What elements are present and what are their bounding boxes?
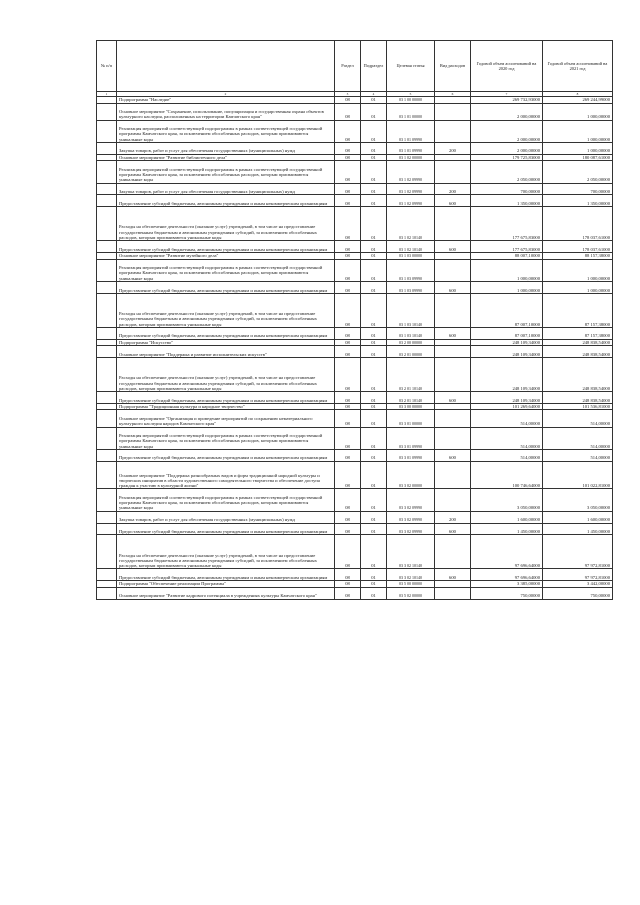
num-cell	[97, 569, 117, 581]
csr-cell: 03 2 01 00000	[387, 346, 435, 358]
razdel-cell: 08	[335, 449, 361, 461]
vr-cell	[435, 259, 471, 281]
col-number: 3	[335, 92, 361, 97]
name-cell: Предоставление субсидий бюджетным, автономным учреждениям и иным некоммерческим организациям	[117, 195, 335, 207]
csr-cell: 03 1 02 09990	[387, 161, 435, 183]
name-cell: Расходы на обеспечение деятельности (оказание услуг) учреждений, в том числе на предоставление государственным бюджетным и автономным учреждениям субсидий, за исключением обособленных расходов, которым присваиваются уникальные коды	[117, 358, 335, 392]
vr-cell	[435, 587, 471, 599]
podrazdel-cell: 01	[361, 142, 387, 154]
table-row	[97, 259, 613, 281]
table-row	[97, 511, 613, 523]
num-cell	[97, 358, 117, 392]
table-row	[97, 282, 613, 294]
budget-table-sheet	[96, 40, 612, 600]
razdel-cell: 08	[335, 97, 361, 104]
amount-2021-cell: 1 600,00000	[543, 511, 613, 523]
amount-2021-cell: 101 536,81000	[543, 403, 613, 410]
header-num: № п/п	[97, 41, 117, 92]
name-cell: Основное мероприятие "Развитие музейного дела"	[117, 253, 335, 260]
razdel-cell: 08	[335, 282, 361, 294]
amount-2020-cell: 248 109,34000	[471, 346, 543, 358]
vr-cell	[435, 207, 471, 241]
podrazdel-cell: 01	[361, 535, 387, 569]
name-cell: Закупка товаров, работ и услуг для обеспечения государственных (муниципальных) нужд	[117, 142, 335, 154]
csr-cell: 03 1 03 09990	[387, 282, 435, 294]
num-cell	[97, 346, 117, 358]
name-cell: Основное мероприятие "Развитие библиотечного дела"	[117, 154, 335, 161]
num-cell	[97, 241, 117, 253]
csr-cell: 03 3 02 00000	[387, 461, 435, 489]
amount-2021-cell: 248 838,54000	[543, 339, 613, 346]
razdel-cell: 08	[335, 358, 361, 392]
table-row	[97, 241, 613, 253]
table-row	[97, 346, 613, 358]
table-row	[97, 103, 613, 120]
name-cell: Реализация мероприятий соответствующей подпрограммы в рамках соответствующей государственной программы Камчатского края, за исключением обособленных расходов, которым присваиваются уникальные коды	[117, 489, 335, 511]
vr-cell: 600	[435, 282, 471, 294]
podrazdel-cell: 01	[361, 183, 387, 195]
table-row	[97, 183, 613, 195]
razdel-cell: 08	[335, 253, 361, 260]
csr-cell: 03 5 00 00000	[387, 581, 435, 588]
podrazdel-cell: 01	[361, 120, 387, 142]
amount-2021-cell: 1 000,00000	[543, 120, 613, 142]
amount-2020-cell: 3 385,00000	[471, 581, 543, 588]
amount-2021-cell: 248 838,54000	[543, 346, 613, 358]
table-row	[97, 427, 613, 449]
amount-2020-cell: 2 000,00000	[471, 142, 543, 154]
name-cell: Реализация мероприятий соответствующей подпрограммы в рамках соответствующей государственной программы Камчатского края, за исключением обособленных расходов, которым присваиваются уникальные коды	[117, 161, 335, 183]
razdel-cell: 08	[335, 587, 361, 599]
num-cell	[97, 461, 117, 489]
num-cell	[97, 410, 117, 427]
amount-2021-cell: 1 350,00000	[543, 195, 613, 207]
amount-2020-cell: 1 000,00000	[471, 282, 543, 294]
razdel-cell: 08	[335, 142, 361, 154]
header-2020: Годовой объем ассигнований на 2020 год	[471, 41, 543, 92]
amount-2021-cell: 514,00000	[543, 410, 613, 427]
col-number: 2	[117, 92, 335, 97]
podrazdel-cell: 01	[361, 253, 387, 260]
amount-2020-cell: 88 007,10000	[471, 253, 543, 260]
table-row	[97, 142, 613, 154]
csr-cell: 03 2 01 10140	[387, 358, 435, 392]
amount-2021-cell: 97 972,81000	[543, 535, 613, 569]
amount-2020-cell: 248 109,34000	[471, 358, 543, 392]
podrazdel-cell: 01	[361, 581, 387, 588]
csr-cell: 03 1 02 09990	[387, 183, 435, 195]
razdel-cell: 08	[335, 346, 361, 358]
name-cell: Предоставление субсидий бюджетным, автономным учреждениям и иным некоммерческим организациям	[117, 282, 335, 294]
razdel-cell: 08	[335, 241, 361, 253]
num-cell	[97, 587, 117, 599]
num-cell	[97, 120, 117, 142]
csr-cell: 03 3 00 00000	[387, 403, 435, 410]
num-cell	[97, 259, 117, 281]
amount-2021-cell: 2 050,00000	[543, 161, 613, 183]
razdel-cell: 08	[335, 581, 361, 588]
razdel-cell: 08	[335, 511, 361, 523]
header-csr: Целевая статья	[387, 41, 435, 92]
num-cell	[97, 392, 117, 404]
vr-cell: 600	[435, 327, 471, 339]
amount-2020-cell: 2 000,00000	[471, 120, 543, 142]
amount-2020-cell: 179 725,83000	[471, 154, 543, 161]
csr-cell: 03 3 02 10140	[387, 535, 435, 569]
csr-cell: 03 3 02 09990	[387, 523, 435, 535]
col-number: 7	[471, 92, 543, 97]
vr-cell: 200	[435, 142, 471, 154]
table-row	[97, 461, 613, 489]
num-cell	[97, 327, 117, 339]
table-row	[97, 195, 613, 207]
num-cell	[97, 207, 117, 241]
csr-cell: 03 1 01 09990	[387, 120, 435, 142]
table-row	[97, 161, 613, 183]
name-cell: Расходы на обеспечение деятельности (оказание услуг) учреждений, в том числе на предоставление государственным бюджетным и автономным учреждениям субсидий, за исключением обособленных расходов, которым присваиваются уникальные коды	[117, 293, 335, 327]
amount-2020-cell: 2 050,00000	[471, 161, 543, 183]
vr-cell: 600	[435, 523, 471, 535]
razdel-cell: 08	[335, 327, 361, 339]
num-cell	[97, 142, 117, 154]
razdel-cell: 08	[335, 183, 361, 195]
name-cell: Закупка товаров, работ и услуг для обеспечения государственных (муниципальных) нужд	[117, 511, 335, 523]
name-cell: Реализация мероприятий соответствующей подпрограммы в рамках соответствующей государственной программы Камчатского края, за исключением обособленных расходов, которым присваиваются уникальные коды	[117, 259, 335, 281]
name-cell: Основное мероприятие "Поддержка разнообразных видов и форм традиционной народной культуры и творческих инициатив в области художественного самодеятельного творчества и обеспечение доступа граждан к участию в культурной жизни"	[117, 461, 335, 489]
razdel-cell: 08	[335, 392, 361, 404]
header-podrazdel: Подраздел	[361, 41, 387, 92]
amount-2021-cell: 3 442,00000	[543, 581, 613, 588]
podrazdel-cell: 01	[361, 449, 387, 461]
razdel-cell: 08	[335, 403, 361, 410]
num-cell	[97, 489, 117, 511]
csr-cell: 03 2 00 00000	[387, 339, 435, 346]
vr-cell: 600	[435, 195, 471, 207]
podrazdel-cell: 01	[361, 523, 387, 535]
amount-2021-cell: 1 000,00000	[543, 142, 613, 154]
name-cell: Расходы на обеспечение деятельности (оказание услуг) учреждений, в том числе на предоставление государственным бюджетным и автономным учреждениям субсидий, за исключением обособленных расходов, которым присваиваются уникальные коды	[117, 207, 335, 241]
header-row	[97, 41, 613, 92]
amount-2021-cell: 514,00000	[543, 427, 613, 449]
amount-2020-cell: 87 007,10000	[471, 327, 543, 339]
name-cell: Предоставление субсидий бюджетным, автономным учреждениям и иным некоммерческим организациям	[117, 449, 335, 461]
csr-cell: 03 1 01 00000	[387, 103, 435, 120]
razdel-cell: 08	[335, 293, 361, 327]
razdel-cell: 08	[335, 259, 361, 281]
table-row	[97, 392, 613, 404]
podrazdel-cell: 01	[361, 569, 387, 581]
header-vr: Вид расходов	[435, 41, 471, 92]
name-cell: Реализация мероприятий соответствующей подпрограммы в рамках соответствующей государственной программы Камчатского края, за исключением обособленных расходов, которым присваиваются уникальные коды	[117, 120, 335, 142]
amount-2021-cell: 248 838,54000	[543, 392, 613, 404]
vr-cell: 600	[435, 569, 471, 581]
num-cell	[97, 282, 117, 294]
razdel-cell: 08	[335, 410, 361, 427]
vr-cell	[435, 489, 471, 511]
num-cell	[97, 103, 117, 120]
vr-cell	[435, 346, 471, 358]
razdel-cell: 08	[335, 207, 361, 241]
amount-2020-cell: 1 600,00000	[471, 511, 543, 523]
vr-cell	[435, 535, 471, 569]
num-cell	[97, 293, 117, 327]
podrazdel-cell: 01	[361, 282, 387, 294]
amount-2020-cell: 3 050,00000	[471, 489, 543, 511]
amount-2021-cell: 97 972,81000	[543, 569, 613, 581]
amount-2021-cell: 514,00000	[543, 449, 613, 461]
podrazdel-cell: 01	[361, 358, 387, 392]
name-cell: Предоставление субсидий бюджетным, автономным учреждениям и иным некоммерческим организациям	[117, 327, 335, 339]
col-number: 6	[435, 92, 471, 97]
name-cell: Основное мероприятие "Развитие кадрового потенциала в учреждениях культуры Камчатского края"	[117, 587, 335, 599]
vr-cell: 200	[435, 511, 471, 523]
podrazdel-cell: 01	[361, 327, 387, 339]
csr-cell: 03 1 02 10140	[387, 241, 435, 253]
amount-2020-cell: 514,00000	[471, 410, 543, 427]
name-cell: Подпрограмма "Наследие"	[117, 97, 335, 104]
razdel-cell: 08	[335, 120, 361, 142]
podrazdel-cell: 01	[361, 97, 387, 104]
podrazdel-cell: 01	[361, 511, 387, 523]
podrazdel-cell: 01	[361, 161, 387, 183]
amount-2021-cell: 178 037,61000	[543, 241, 613, 253]
razdel-cell: 08	[335, 427, 361, 449]
name-cell: Основное мероприятие "Поддержка и развитие исполнительских искусств"	[117, 346, 335, 358]
amount-2020-cell: 101 269,64000	[471, 403, 543, 410]
csr-cell: 03 1 01 09990	[387, 142, 435, 154]
amount-2021-cell: 750,00000	[543, 587, 613, 599]
num-cell	[97, 195, 117, 207]
podrazdel-cell: 01	[361, 339, 387, 346]
amount-2020-cell: 2 000,00000	[471, 103, 543, 120]
podrazdel-cell: 01	[361, 461, 387, 489]
amount-2020-cell: 750,00000	[471, 587, 543, 599]
razdel-cell: 08	[335, 523, 361, 535]
amount-2021-cell: 87 157,38000	[543, 293, 613, 327]
amount-2021-cell: 101 022,81000	[543, 461, 613, 489]
amount-2020-cell: 269 732,93000	[471, 97, 543, 104]
amount-2021-cell: 178 037,61000	[543, 207, 613, 241]
table-row	[97, 489, 613, 511]
csr-cell: 03 1 03 09990	[387, 259, 435, 281]
col-number: 1	[97, 92, 117, 97]
csr-cell: 03 3 02 09990	[387, 511, 435, 523]
header-razdel: Раздел	[335, 41, 361, 92]
vr-cell	[435, 161, 471, 183]
header-name	[117, 41, 335, 92]
col-number: 8	[543, 92, 613, 97]
podrazdel-cell: 01	[361, 346, 387, 358]
amount-2021-cell: 87 157,38000	[543, 327, 613, 339]
vr-cell	[435, 410, 471, 427]
vr-cell	[435, 103, 471, 120]
csr-cell: 03 1 02 10140	[387, 207, 435, 241]
csr-cell: 03 1 03 00000	[387, 253, 435, 260]
table-row	[97, 523, 613, 535]
num-cell	[97, 449, 117, 461]
table-row	[97, 535, 613, 569]
name-cell: Основное мероприятие "Сохранение, использование, популяризация и государственная охрана объектов культурного наследия, расположенных на территории Камчатского края"	[117, 103, 335, 120]
razdel-cell: 08	[335, 489, 361, 511]
amount-2020-cell: 87 007,10000	[471, 293, 543, 327]
razdel-cell: 08	[335, 535, 361, 569]
csr-cell: 03 1 03 10140	[387, 293, 435, 327]
amount-2021-cell: 1 000,00000	[543, 103, 613, 120]
amount-2020-cell: 1 450,00000	[471, 523, 543, 535]
amount-2020-cell: 1 000,00000	[471, 259, 543, 281]
amount-2020-cell: 97 696,64000	[471, 535, 543, 569]
num-cell	[97, 523, 117, 535]
razdel-cell: 08	[335, 161, 361, 183]
amount-2021-cell: 248 838,54000	[543, 358, 613, 392]
podrazdel-cell: 01	[361, 259, 387, 281]
vr-cell	[435, 427, 471, 449]
table-row	[97, 569, 613, 581]
name-cell: Предоставление субсидий бюджетным, автономным учреждениям и иным некоммерческим организациям	[117, 569, 335, 581]
table-row	[97, 449, 613, 461]
table-row	[97, 327, 613, 339]
amount-2020-cell: 177 675,83000	[471, 207, 543, 241]
csr-cell: 03 3 01 09990	[387, 427, 435, 449]
amount-2020-cell: 97 696,64000	[471, 569, 543, 581]
csr-cell: 03 3 01 09990	[387, 449, 435, 461]
amount-2020-cell: 514,00000	[471, 427, 543, 449]
csr-cell: 03 3 01 00000	[387, 410, 435, 427]
name-cell: Подпрограмма "Обеспечение реализации Программы"	[117, 581, 335, 588]
podrazdel-cell: 01	[361, 207, 387, 241]
name-cell: Реализация мероприятий соответствующей подпрограммы в рамках соответствующей государственной программы Камчатского края, за исключением обособленных расходов, которым присваиваются уникальные коды	[117, 427, 335, 449]
header-2021: Годовой объем ассигнований на 2021 год	[543, 41, 613, 92]
amount-2021-cell: 1 000,00000	[543, 282, 613, 294]
amount-2021-cell: 88 157,38000	[543, 253, 613, 260]
table-row	[97, 293, 613, 327]
name-cell: Основное мероприятие "Организация и проведение мероприятий по сохранению нематериального культурного наследия народов Камчатского края"	[117, 410, 335, 427]
csr-cell: 03 1 02 09990	[387, 195, 435, 207]
table-row	[97, 587, 613, 599]
amount-2020-cell: 1 350,00000	[471, 195, 543, 207]
amount-2021-cell: 180 087,61000	[543, 154, 613, 161]
podrazdel-cell: 01	[361, 410, 387, 427]
table-row	[97, 358, 613, 392]
podrazdel-cell: 01	[361, 195, 387, 207]
num-cell	[97, 183, 117, 195]
amount-2020-cell: 248 109,34000	[471, 392, 543, 404]
razdel-cell: 08	[335, 461, 361, 489]
razdel-cell: 08	[335, 103, 361, 120]
name-cell: Предоставление субсидий бюджетным, автономным учреждениям и иным некоммерческим организациям	[117, 241, 335, 253]
num-cell	[97, 535, 117, 569]
razdel-cell: 08	[335, 154, 361, 161]
table-row	[97, 207, 613, 241]
razdel-cell: 08	[335, 569, 361, 581]
csr-cell: 03 1 03 10140	[387, 327, 435, 339]
vr-cell	[435, 461, 471, 489]
razdel-cell: 08	[335, 339, 361, 346]
amount-2021-cell: 700,00000	[543, 183, 613, 195]
podrazdel-cell: 01	[361, 241, 387, 253]
podrazdel-cell: 01	[361, 154, 387, 161]
podrazdel-cell: 01	[361, 587, 387, 599]
vr-cell: 600	[435, 449, 471, 461]
num-cell	[97, 161, 117, 183]
col-number: 4	[361, 92, 387, 97]
csr-cell: 03 3 02 09990	[387, 489, 435, 511]
name-cell: Предоставление субсидий бюджетным, автономным учреждениям и иным некоммерческим организациям	[117, 523, 335, 535]
amount-2020-cell: 514,00000	[471, 449, 543, 461]
csr-cell: 03 1 00 00000	[387, 97, 435, 104]
amount-2020-cell: 700,00000	[471, 183, 543, 195]
podrazdel-cell: 01	[361, 427, 387, 449]
vr-cell: 600	[435, 392, 471, 404]
amount-2020-cell: 177 675,83000	[471, 241, 543, 253]
amount-2020-cell: 100 746,64000	[471, 461, 543, 489]
name-cell: Подпрограмма "Искусство"	[117, 339, 335, 346]
num-cell	[97, 427, 117, 449]
amount-2021-cell: 1 450,00000	[543, 523, 613, 535]
csr-cell: 03 5 02 00000	[387, 587, 435, 599]
vr-cell: 200	[435, 183, 471, 195]
table-body	[97, 97, 613, 600]
table-row	[97, 410, 613, 427]
razdel-cell: 08	[335, 195, 361, 207]
name-cell: Подпрограмма "Традиционная культура и народное творчество"	[117, 403, 335, 410]
podrazdel-cell: 01	[361, 403, 387, 410]
csr-cell: 03 1 02 00000	[387, 154, 435, 161]
podrazdel-cell: 01	[361, 392, 387, 404]
amount-2021-cell: 3 050,00000	[543, 489, 613, 511]
amount-2020-cell: 248 109,34000	[471, 339, 543, 346]
vr-cell: 600	[435, 241, 471, 253]
name-cell: Предоставление субсидий бюджетным, автономным учреждениям и иным некоммерческим организациям	[117, 392, 335, 404]
num-cell	[97, 511, 117, 523]
podrazdel-cell: 01	[361, 103, 387, 120]
vr-cell	[435, 293, 471, 327]
vr-cell	[435, 120, 471, 142]
podrazdel-cell: 01	[361, 489, 387, 511]
csr-cell: 03 3 02 10140	[387, 569, 435, 581]
col-number: 5	[387, 92, 435, 97]
amount-2021-cell: 269 244,99000	[543, 97, 613, 104]
podrazdel-cell: 01	[361, 293, 387, 327]
amount-2021-cell: 1 000,00000	[543, 259, 613, 281]
name-cell: Расходы на обеспечение деятельности (оказание услуг) учреждений, в том числе на предоставление государственным бюджетным и автономным учреждениям субсидий, за исключением обособленных расходов, которым присваиваются уникальные коды	[117, 535, 335, 569]
name-cell: Закупка товаров, работ и услуг для обеспечения государственных (муниципальных) нужд	[117, 183, 335, 195]
vr-cell	[435, 358, 471, 392]
csr-cell: 03 2 01 10140	[387, 392, 435, 404]
table-row	[97, 120, 613, 142]
budget-table	[96, 40, 613, 600]
